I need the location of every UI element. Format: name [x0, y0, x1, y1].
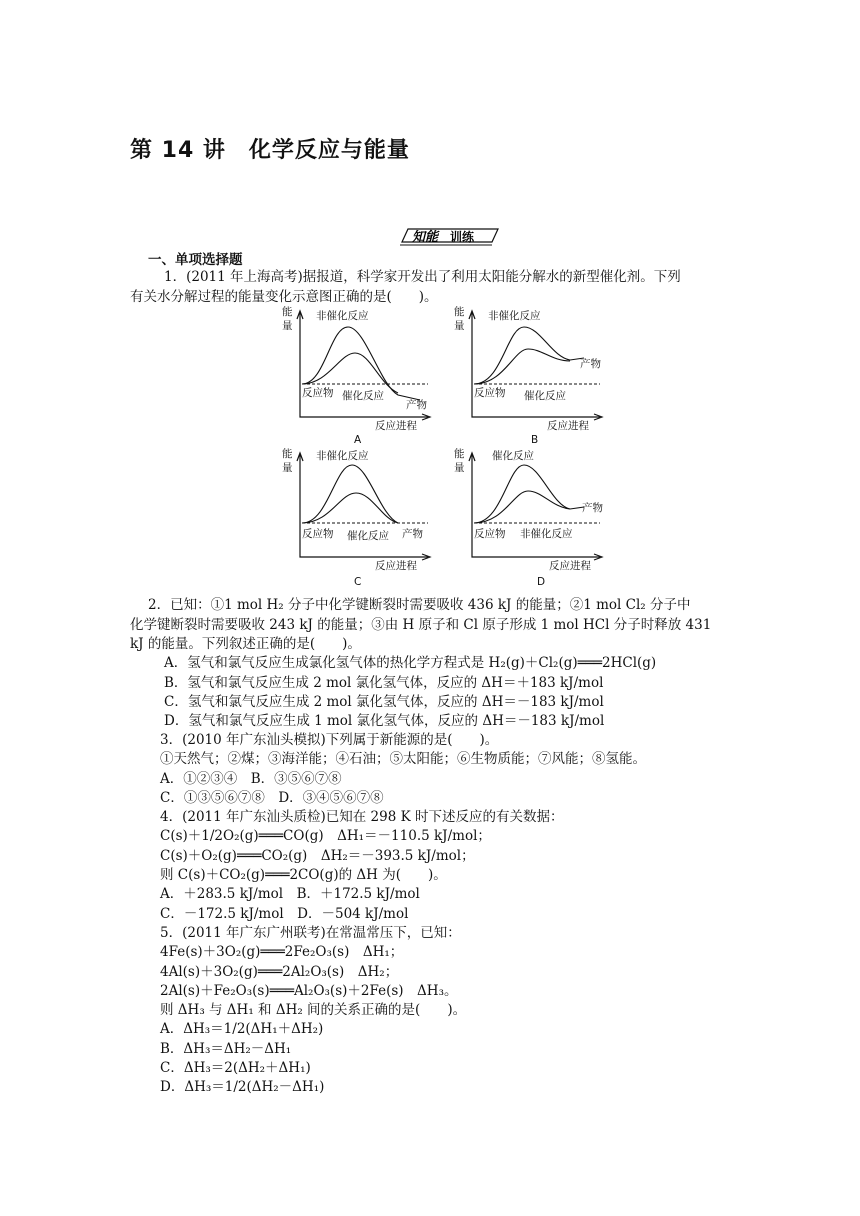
- q5-eq2: 4Al(s)＋3O₂(g)═══2Al₂O₃(s) ΔH₂；: [160, 964, 399, 980]
- product-label: 产物: [402, 528, 423, 540]
- badge-text-a: 知能: [412, 230, 439, 245]
- uncatalyzed-label: 非催化反应: [316, 310, 369, 322]
- reactant-label: 反应物: [474, 387, 506, 399]
- uncatalyzed-label: 非催化反应: [488, 310, 541, 322]
- uncatalyzed-curve: [474, 327, 584, 384]
- x-label: 反应进程: [375, 560, 417, 572]
- y-label-2: 量: [454, 462, 465, 474]
- q2-line1: 2．已知：①1 mol H₂ 分子中化学键断裂时需要吸收 436 kJ 的能量；②1 mol Cl₂ 分子中: [148, 597, 691, 613]
- q2-option-b: B．氢气和氯气反应生成 2 mol 氯化氢气体，反应的 ΔH＝＋183 kJ/mol: [164, 675, 604, 691]
- chart-a: [280, 305, 440, 445]
- chart-letter: A: [354, 434, 362, 445]
- uncatalyzed-label: 非催化反应: [316, 450, 369, 462]
- x-label: 反应进程: [375, 420, 417, 432]
- catalyzed-label: 催化反应: [347, 530, 389, 542]
- q5-eq1: 4Fe(s)＋3O₂(g)═══2Fe₂O₃(s) ΔH₁；: [160, 944, 404, 960]
- q4-ask: 则 C(s)＋CO₂(g)═══2CO(g)的 ΔH 为( )。: [160, 867, 447, 883]
- y-label-2: 量: [454, 320, 465, 332]
- q5-option-c: C．ΔH₃＝2(ΔH₂＋ΔH₁): [160, 1060, 311, 1076]
- q5-line1: 5．(2011 年广东广州联考)在常温常压下，已知：: [160, 925, 461, 941]
- product-label: 产物: [580, 358, 601, 370]
- q4-options-1: A．＋283.5 kJ/mol B．＋172.5 kJ/mol: [160, 886, 420, 902]
- q3-line2: ①天然气；②煤；③海洋能；④石油；⑤太阳能；⑥生物质能；⑦风能；⑧氢能。: [160, 751, 646, 767]
- chart-letter: D: [537, 576, 546, 587]
- catalyzed-label: 催化反应: [492, 450, 534, 462]
- chart-letter: C: [354, 576, 362, 587]
- q2-option-c: C．氢气和氯气反应生成 2 mol 氯化氢气体，反应的 ΔH＝－183 kJ/mol: [164, 694, 604, 710]
- q3-line1: 3．(2010 年广东汕头模拟)下列属于新能源的是( )。: [160, 732, 499, 748]
- q4-line1: 4．(2011 年广东汕头质检)已知在 298 K 时下述反应的有关数据：: [160, 809, 564, 825]
- y-label-2: 量: [282, 320, 293, 332]
- chart-c: [280, 445, 440, 587]
- badge-text-b: 训练: [450, 230, 475, 244]
- section-badge: [398, 226, 500, 246]
- catalyzed-curve: [474, 465, 584, 523]
- q4-eq1: C(s)＋1/2O₂(g)═══CO(g) ΔH₁＝－110.5 kJ/mol；: [160, 828, 491, 844]
- q1-line1: 1．(2011 年上海高考)据报道，科学家开发出了利用太阳能分解水的新型催化剂。下列: [164, 269, 681, 285]
- q5-eq3: 2Al(s)＋Fe₂O₃(s)═══Al₂O₃(s)＋2Fe(s) ΔH₃。: [160, 983, 458, 999]
- q5-option-a: A．ΔH₃＝1/2(ΔH₁＋ΔH₂): [160, 1021, 324, 1037]
- y-label-1: 能: [282, 448, 293, 460]
- q5-option-b: B．ΔH₃＝ΔH₂－ΔH₁: [160, 1041, 292, 1057]
- y-label-1: 能: [282, 306, 293, 318]
- q2-option-d: D．氢气和氯气反应生成 1 mol 氯化氢气体，反应的 ΔH＝－183 kJ/mol: [164, 713, 605, 729]
- q5-ask: 则 ΔH₃ 与 ΔH₁ 和 ΔH₂ 间的关系正确的是( )。: [160, 1002, 467, 1018]
- q5-option-d: D．ΔH₃＝1/2(ΔH₂－ΔH₁): [160, 1079, 325, 1095]
- q3-options-2: C．①③⑤⑥⑦⑧ D．③④⑤⑥⑦⑧: [160, 790, 384, 806]
- q2-line2: 化学键断裂时需要吸收 243 kJ 的能量；③由 H 原子和 Cl 原子形成 1 mol HCl 分子时释放 431: [130, 617, 712, 633]
- y-label-1: 能: [454, 448, 465, 460]
- q4-eq2: C(s)＋O₂(g)═══CO₂(g) ΔH₂＝－393.5 kJ/mol；: [160, 848, 475, 864]
- reactant-label: 反应物: [302, 528, 334, 540]
- q2-line3: kJ 的能量。下列叙述正确的是( )。: [130, 636, 361, 652]
- reactant-label: 反应物: [474, 528, 506, 540]
- chart-d: [452, 445, 612, 587]
- axes: [472, 455, 600, 557]
- uncatalyzed-curve: [474, 491, 570, 523]
- x-label: 反应进程: [549, 560, 591, 572]
- catalyzed-label: 催化反应: [524, 390, 566, 402]
- chart-letter: B: [531, 434, 539, 445]
- q1-line2: 有关水分解过程的能量变化示意图正确的是( )。: [130, 289, 438, 305]
- x-label: 反应进程: [547, 420, 589, 432]
- product-label: 产物: [582, 502, 603, 514]
- section-title: 一、单项选择题: [148, 252, 243, 268]
- q4-options-2: C．－172.5 kJ/mol D．－504 kJ/mol: [160, 906, 409, 922]
- q2-option-a: A．氢气和氯气反应生成氯化氢气体的热化学方程式是 H₂(g)＋Cl₂(g)═══2HCl(g): [164, 655, 657, 671]
- chart-b: [452, 305, 612, 445]
- page-title: 第 14 讲 化学反应与能量: [130, 138, 410, 163]
- uncatalyzed-label: 非催化反应: [520, 528, 573, 540]
- reactant-label: 反应物: [302, 387, 334, 399]
- y-label-1: 能: [454, 306, 465, 318]
- q3-options-1: A．①②③④ B．③⑤⑥⑦⑧: [160, 771, 342, 787]
- y-label-2: 量: [282, 462, 293, 474]
- product-label: 产物: [406, 399, 427, 411]
- catalyzed-label: 催化反应: [342, 390, 384, 402]
- catalyzed-curve: [474, 349, 570, 384]
